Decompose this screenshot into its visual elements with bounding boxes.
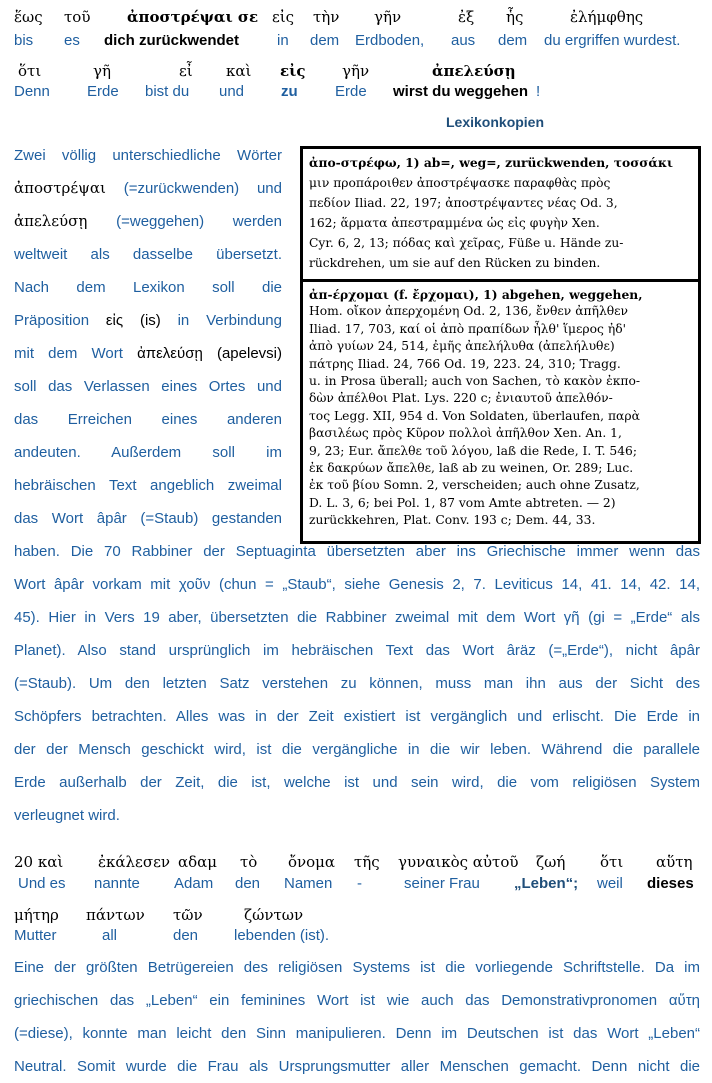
greek-word: καὶ xyxy=(226,62,252,80)
greek-term: ἀπελεύσῃ (apelevsi) xyxy=(137,345,282,362)
lexikon-line: ἀπ-έρχομαι (f. ἔρχομαι), 1) abgehen, weggehen, xyxy=(309,287,643,302)
german-word: seiner Frau xyxy=(404,875,480,892)
german-word: aus xyxy=(451,32,476,49)
lexikon-line: τος Legg. XII, 954 d. Von Soldaten, überlaufen, παρὰ xyxy=(309,408,640,423)
german-word: nannte xyxy=(94,875,140,892)
greek-word: τῶν xyxy=(173,906,203,924)
german-word: Erde xyxy=(335,83,367,100)
greek-word: ζώντων xyxy=(244,906,304,924)
paragraph-line: weltweit als dasselbe übersetzt. xyxy=(14,246,282,263)
paragraph-line: Neutral. Somit wurde die Frau als Ursprungsmutter aller Menschen gemacht. Denn nicht die xyxy=(14,1058,700,1075)
german-word: Erdboden, xyxy=(355,32,425,49)
german-word: es xyxy=(64,32,80,49)
greek-word: γυναικὸς αὐτοῦ xyxy=(398,853,519,871)
paragraph-line: andeuten. Außerdem soll im xyxy=(14,444,282,461)
greek-word: γῆν xyxy=(342,62,370,80)
paragraph-line: Eine der größten Betrügereien des religiösen Systems ist die vorliegende Schriftstelle. Da im xyxy=(14,959,700,976)
text: (=zurückwenden) und xyxy=(105,180,282,197)
german-word: Adam xyxy=(174,875,214,892)
german-word: in xyxy=(277,32,289,49)
paragraph-line xyxy=(14,205,282,238)
greek-word: 20 καὶ xyxy=(14,853,64,871)
german-word: Mutter xyxy=(14,927,57,944)
greek-word: ἧς xyxy=(506,8,524,26)
lexikon-line: ἀπὸ γυίων 24, 514, ἐμῆς ἀπελήλυθα (ἀπελήλυθε) xyxy=(309,339,615,354)
lexikon-line: D. L. 3, 6; bei Pol. 1, 87 vom Amte abtreten. — 2) xyxy=(309,495,616,510)
paragraph-line: Nach dem Lexikon soll die xyxy=(14,279,282,296)
german-word: ! xyxy=(536,83,541,100)
lexikon-line: ἐκ δακρύων ἄπελθε, laß ab zu weinen, Or. 289; Luc. xyxy=(309,461,634,476)
greek-word: αδαμ xyxy=(178,853,218,871)
lexikon-line: μιν προπάροιθεν ἀποστρέψασκε παραφθὰς πρὸς xyxy=(309,176,611,190)
greek-word: αὕτη xyxy=(656,853,693,871)
paragraph-line xyxy=(14,172,282,205)
paragraph-line: soll das Verlassen eines Ortes und xyxy=(14,378,282,395)
lexikon-line: 162; ἅρματα ἀπεστραμμένα ὡς εἰς φυγὴν Xen. xyxy=(309,216,600,230)
paragraph-line: der der Mensch geschickt wird, ist die vergängliche in die wir leben. Während die parallele xyxy=(14,741,700,758)
lexikon-line: βασιλέως πρὸς Κῦρον πολλοὶ ἀπῆλθον Xen. An. 1, xyxy=(309,426,622,441)
commentary-paragraph-2 xyxy=(14,951,700,1083)
greek-word: ζωή xyxy=(536,853,566,871)
lexikon-line: ἀπο-στρέφω, 1) ab=, weg=, zurückwenden, τοσσάκι xyxy=(309,155,673,170)
paragraph-line: das Wort âpâr (=Staub) gestanden xyxy=(14,510,282,527)
text: mit dem Wort xyxy=(14,345,138,362)
paragraph-line: Wort âpâr vorkam mit χοῦν (chun = „Staub“, siehe Genesis 2, 7. Leviticus 14, 41. 14, 42. 14, xyxy=(14,576,700,593)
german-word: lebenden (ist). xyxy=(234,927,330,944)
german-word: und xyxy=(219,83,245,100)
greek-word: ἀπελεύσῃ xyxy=(432,62,516,80)
german-word: Namen xyxy=(284,875,333,892)
greek-word: γῆν xyxy=(374,8,402,26)
german-word: Erde xyxy=(87,83,119,100)
german-word: dieses xyxy=(647,875,694,892)
german-word: zu xyxy=(281,83,298,100)
german-word: weil xyxy=(597,875,623,892)
lexikon-line: u. in Prosa überall; auch von Sachen, τὸ κακὸν ἐκπο- xyxy=(309,374,641,389)
greek-word: εἰς xyxy=(272,8,295,26)
paragraph-line: Erde außerhalb der Zeit, die ist, welche ist und sein wird, die vom religiösen System xyxy=(14,774,700,791)
greek-word: μήτηρ xyxy=(14,906,59,924)
german-word: wirst du weggehen xyxy=(393,83,529,100)
lexikon-line: Cyr. 6, 2, 13; πόδας καὶ χεῖρας, Füße u. Hände zu- xyxy=(309,236,624,250)
lexikon-line: Hom. οἴκον ἀπερχομένη Od. 2, 136, ἔνθεν ἀπῆλθεν xyxy=(309,304,628,319)
lexikon-line: δὼν ἀπέλθοι Plat. Lys. 220 c; ἐνιαυτοῦ ἀπελθόν- xyxy=(309,391,613,406)
greek-term: ἀποστρέψαι xyxy=(14,179,106,197)
lexikon-line: rückdrehen, um sie auf den Rücken zu binden. xyxy=(309,256,601,270)
german-word: all xyxy=(102,927,118,944)
text: Präposition xyxy=(14,312,106,329)
german-word: Und es xyxy=(18,875,66,892)
lexikon-line: zurückkehren, Plat. Conv. 193 c; Dem. 44, 33. xyxy=(309,513,596,528)
german-word: - xyxy=(357,875,362,892)
greek-word: εἰς xyxy=(280,62,306,80)
german-word: dich zurückwendet xyxy=(104,32,240,49)
german-word: dem xyxy=(310,32,340,49)
german-word: du ergriffen wurdest. xyxy=(544,32,681,49)
greek-word: ὅτι xyxy=(18,62,42,80)
german-word: Denn xyxy=(14,83,50,100)
paragraph-line: Zwei völlig unterschiedliche Wörter xyxy=(14,147,282,164)
greek-word: ἕως xyxy=(14,8,43,26)
paragraph-line: hebräischen Text angeblich zweimal xyxy=(14,477,282,494)
lexikon-line: πεδίον Iliad. 22, 197; ἀποστρέψαντες νέας Od. 3, xyxy=(309,196,618,210)
lexikon-line: πάτρης Iliad. 24, 766 Od. 19, 223. 24, 310; Tragg. xyxy=(309,356,621,371)
lexikon-line: 9, 23; Eur. ἄπελθε τοῦ λόγου, laß die Rede, I. T. 546; xyxy=(309,443,638,458)
paragraph-line: haben. Die 70 Rabbiner der Septuaginta übersetzten aber ins Griechische immer wenn das xyxy=(14,543,700,560)
paragraph-line: 45). Hier in Vers 19 aber, übersetzten die Rabbiner zweimal mit dem Wort γῆ (gi = „Erde“ als xyxy=(14,609,700,626)
paragraph-line: (=Staub). Um den letzten Satz verstehen zu können, muss man ihn aus der Sicht des xyxy=(14,675,700,692)
lexikon-entry-aperchomai xyxy=(300,279,701,544)
german-word: „Leben“; xyxy=(514,875,579,892)
greek-word: ὄνομα xyxy=(288,853,336,871)
commentary-paragraph-1 xyxy=(14,139,282,535)
german-word: den xyxy=(235,875,261,892)
paragraph-line: Planet). Also stand ursprünglich im hebräischen Text das Wort âräz (=„Erde“), nicht âpâr xyxy=(14,642,700,659)
greek-term: ἀπελεύσῃ xyxy=(14,212,88,230)
greek-word: ἀποστρέψαι σε xyxy=(127,8,259,26)
greek-word: τὴν xyxy=(313,8,340,26)
text: (=weggehen) werden xyxy=(87,213,282,230)
lexikon-line: ἐκ τοῦ βίου Somn. 2, verscheiden; auch ohne Zusatz, xyxy=(309,478,640,493)
german-word: den xyxy=(173,927,199,944)
greek-word: γῆ xyxy=(93,62,111,80)
greek-word: τὸ xyxy=(240,853,258,871)
paragraph-line xyxy=(14,337,282,370)
paragraph-line: verleugnet wird. xyxy=(14,807,120,824)
paragraph-line: das Erreichen eines anderen xyxy=(14,411,282,428)
german-word: bist du xyxy=(145,83,190,100)
greek-word: ἐξ xyxy=(458,8,475,26)
lexikon-entry-apostrepho xyxy=(300,146,701,284)
text: in Verbindung xyxy=(160,312,282,329)
greek-word: τοῦ xyxy=(64,8,91,26)
greek-term: εἰς (is) xyxy=(105,312,161,329)
greek-word: πάντων xyxy=(86,906,145,924)
lexikon-heading: Lexikonkopien xyxy=(446,114,545,130)
greek-word: ὅτι xyxy=(600,853,624,871)
commentary-paragraph-1-continued xyxy=(14,535,700,832)
greek-word: ἐλήμφθης xyxy=(570,8,644,26)
paragraph-line xyxy=(14,304,282,337)
german-word: dem xyxy=(498,32,528,49)
greek-word: ἐκάλεσεν xyxy=(98,853,170,871)
greek-word: τῆς xyxy=(354,853,380,871)
paragraph-line: griechischen das „Leben“ ein feminines Wort ist wie auch das Demonstrativpronomen αὕτη xyxy=(14,992,700,1009)
lexikon-line: Iliad. 17, 703, καί οἱ ἀπὸ πραπίδων ἦλθ' ἵμερος ἠδ' xyxy=(309,321,626,336)
greek-word: εἶ xyxy=(179,62,193,80)
german-word: bis xyxy=(14,32,34,49)
paragraph-line: (=diese), konnte man leicht den Sinn manipulieren. Denn im Deutschen ist das Wort „Leben“ xyxy=(14,1025,700,1042)
paragraph-line: Schöpfers betrachten. Alles was in der Zeit existiert ist vergänglich und erlischt. Die Erde in xyxy=(14,708,700,725)
